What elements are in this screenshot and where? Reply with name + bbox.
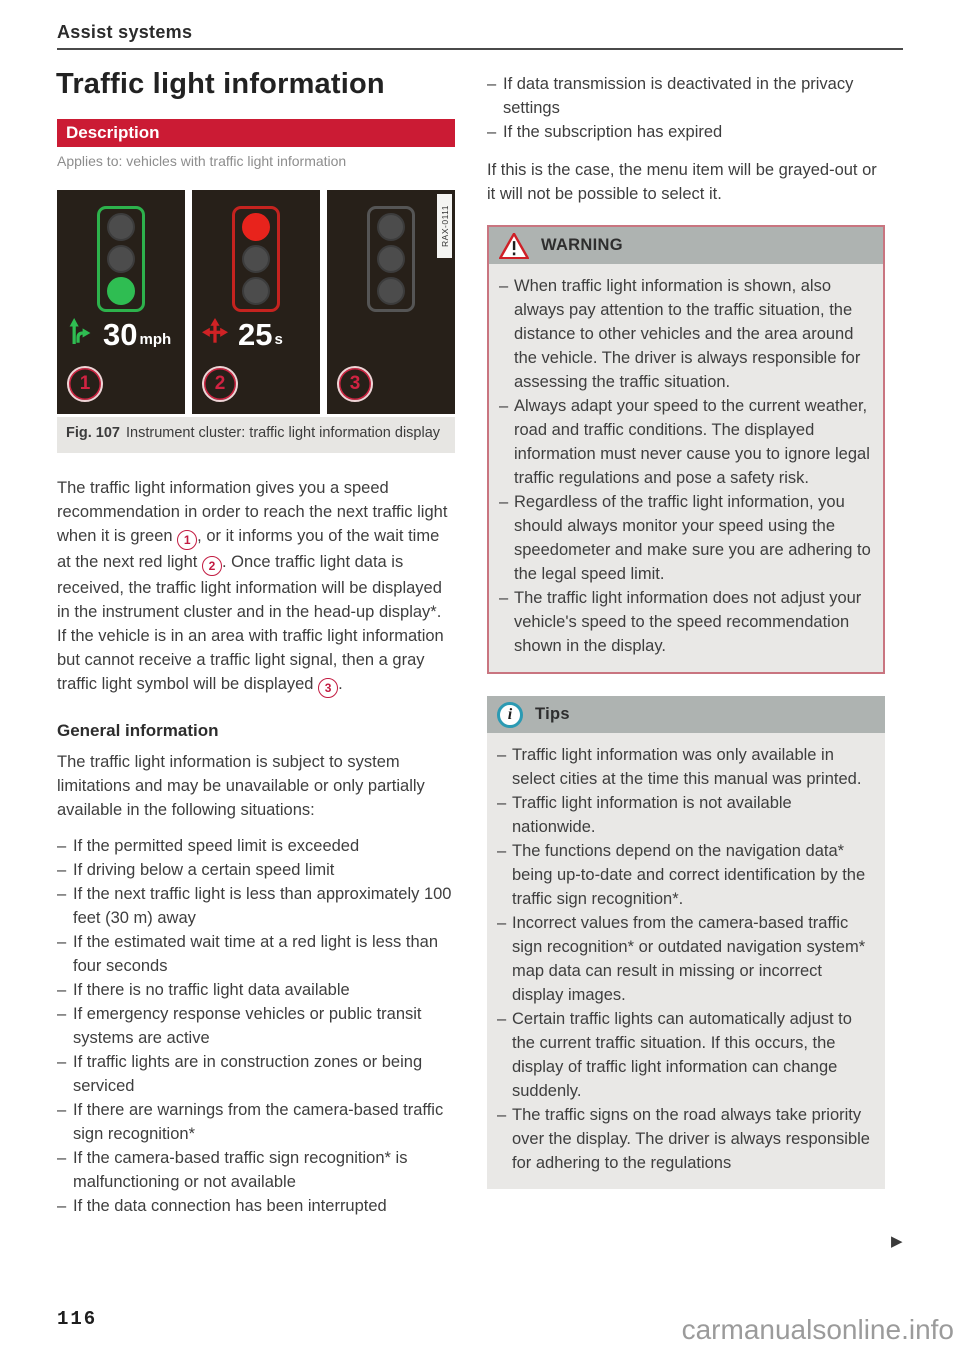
list-item: – If the subscription has expired (487, 120, 885, 144)
warning-item: – When traffic light information is shown, also always pay attention to the traffic situation, the distance to other vehicles and the area around the vehicle. The driver is always responsible for assessing the traffic situation. (499, 274, 873, 394)
general-information-heading: General information (57, 721, 219, 740)
general-lead: The traffic light information is subject to system limitations and may be unavailable or only partially available in the following situations: (57, 753, 425, 819)
wait-value: 25 (238, 317, 273, 352)
list-item: – If the permitted speed limit is exceeded (57, 834, 455, 858)
red-directions-arrow-icon (200, 318, 230, 344)
warning-body (489, 264, 883, 672)
applies-to-note: Applies to: vehicles with traffic light information (57, 153, 347, 169)
continued-bullet-list (487, 72, 885, 144)
lamp-off (107, 213, 135, 241)
page-title: Traffic light information (56, 68, 385, 100)
figure-panel-green (57, 190, 185, 414)
continuation-arrow-icon: ▶ (891, 1233, 903, 1250)
figure-panel-red (192, 190, 320, 414)
wait-unit: s (274, 331, 283, 348)
tips-item: – The functions depend on the navigation data* being up-to-date and correct identification by the traffic sign recognition*. (497, 839, 875, 911)
intro-paragraph: The traffic light information gives you a speed recommendation in order to reach the next traffic light when it is green 1 , or it informs you of the wait time at the next red light 2 . Once traffic light data is received, the traffic light information will be displayed in the instrument cluster and in the head-up display*. If the vehicle is in an area with traffic light information but cannot receive a traffic light signal, then a gray traffic light symbol will be displayed 3 . (57, 476, 455, 698)
list-item: – If driving below a certain speed limit (57, 858, 455, 882)
lamp-red-on (242, 213, 270, 241)
figure-caption-label: Fig. 107 (66, 425, 120, 441)
lamp-off (377, 213, 405, 241)
warning-box (487, 225, 885, 674)
warning-item: – Regardless of the traffic light information, you should always monitor your speed using the speedometer and make sure you are adhering to the legal speed limit. (499, 490, 873, 586)
green-route-arrow-icon (65, 318, 95, 344)
tips-box (487, 696, 885, 1189)
lamp-green-on (107, 277, 135, 305)
list-item: – If emergency response vehicles or public transit systems are active (57, 1002, 455, 1050)
tips-item: – Incorrect values from the camera-based traffic sign recognition* or outdated navigation system* map data can result in missing or incorrect display images. (497, 911, 875, 1007)
watermark: carmanualsonline.info (681, 1314, 954, 1345)
traffic-light-green (97, 206, 145, 312)
traffic-light-gray (367, 206, 415, 312)
lamp-off (242, 245, 270, 273)
speed-recommendation (65, 318, 171, 352)
traffic-light-red (232, 206, 280, 312)
warning-item: – Always adapt your speed to the current weather, road and traffic conditions. The displayed information must never cause you to ignore legal traffic regulations and pose a safety risk. (499, 394, 873, 490)
list-item: – If data transmission is deactivated in the privacy settings (487, 72, 885, 120)
figure-caption-text: Instrument cluster: traffic light information display (126, 425, 441, 441)
figure-callout-2: 2 (202, 366, 238, 402)
list-item: – If the estimated wait time at a red light is less than four seconds (57, 930, 455, 978)
general-bullet-list (57, 834, 455, 1218)
info-icon: i (497, 702, 523, 728)
figure-panel-gray (327, 190, 455, 414)
figure-caption (57, 417, 455, 453)
tips-item: – Certain traffic lights can automatically adjust to the current traffic situation. If this occurs, the display of traffic light information can change suddenly. (497, 1007, 875, 1103)
figure-code-strip: RAX-0111 (437, 194, 452, 258)
description-banner: Description (57, 119, 455, 147)
tips-item: – The traffic signs on the road always take priority over the display. The driver is always responsible for adhering to the regulations (497, 1103, 875, 1175)
lamp-off (377, 277, 405, 305)
tips-item: – Traffic light information was only available in select cities at the time this manual was printed. (497, 743, 875, 791)
tips-item: – Traffic light information is not available nationwide. (497, 791, 875, 839)
circled-number-1: 1 (177, 530, 197, 550)
tips-body (487, 733, 885, 1189)
warning-item: – The traffic light information does not adjust your vehicle's speed to the speed recommendation shown in the display. (499, 586, 873, 658)
lamp-off (107, 245, 135, 273)
figure-callout-3: 3 (337, 366, 373, 402)
figure-instrument-cluster (57, 190, 455, 414)
circled-number-2: 2 (202, 556, 222, 576)
page-number: 116 (57, 1308, 98, 1330)
list-item: – If the data connection has been interrupted (57, 1194, 455, 1218)
list-item: – If traffic lights are in construction zones or being serviced (57, 1050, 455, 1098)
lamp-off (242, 277, 270, 305)
list-item: – If there are warnings from the camera-based traffic sign recognition* (57, 1098, 455, 1146)
figure-callout-1: 1 (67, 366, 103, 402)
lamp-off (377, 245, 405, 273)
speed-unit: mph (139, 331, 172, 348)
right-column (487, 72, 885, 1189)
speed-value: 30 (103, 317, 138, 352)
tips-title: Tips (535, 705, 570, 723)
section-header: Assist systems (57, 22, 193, 42)
warning-header (489, 227, 883, 264)
wait-time (200, 318, 283, 352)
left-column (57, 119, 455, 1218)
header-divider (57, 48, 903, 50)
warning-title: WARNING (541, 236, 623, 254)
list-item: – If there is no traffic light data available (57, 978, 455, 1002)
circled-number-3: 3 (318, 678, 338, 698)
list-item: – If the next traffic light is less than approximately 100 feet (30 m) away (57, 882, 455, 930)
warning-triangle-icon (499, 233, 529, 259)
grayed-out-note: If this is the case, the menu item will be grayed-out or it will not be possible to select it. (487, 161, 877, 203)
tips-header (487, 696, 885, 733)
list-item: – If the camera-based traffic sign recognition* is malfunctioning or not available (57, 1146, 455, 1194)
